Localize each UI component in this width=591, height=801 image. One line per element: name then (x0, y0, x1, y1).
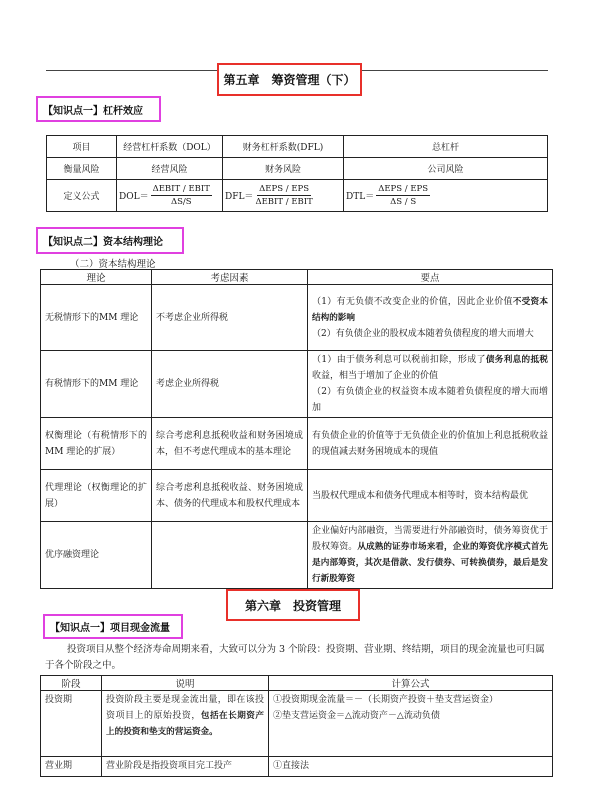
header-cell: 总杠杆 (344, 136, 548, 158)
formula-denominator: ΔS/S (170, 197, 192, 207)
table-row (41, 522, 553, 589)
factor-cell: 考虑企业所得税 (152, 351, 308, 418)
table-row (47, 180, 548, 212)
factor-cell: 综合考虑利息抵税收益、财务困境成本、债务的代理成本和股权代理成本 (152, 470, 308, 522)
header-cell: 理论 (41, 270, 152, 285)
point-bold: 从成熟的证券市场来看，企业的筹资优序模式首先是内部筹资，其次是借款、发行债券、可转换债券，最后是发行新股筹资 (312, 542, 548, 584)
theory-cell: 权衡理论（有税情形下的 MM 理论的扩展） (41, 418, 152, 470)
formula-lhs: DFL＝ (225, 192, 254, 202)
table-row (41, 418, 553, 470)
header-cell: 考虑因素 (152, 270, 308, 285)
table-row (41, 676, 553, 691)
header-cell: 项目 (47, 136, 117, 158)
kp3-title: 【知识点一】项目现金流量 (43, 614, 183, 639)
formula-numerator: ΔEPS / EPS (259, 184, 310, 194)
cash-flow-table (40, 675, 553, 777)
formula-line: ①投资期现金流量＝－（长期资产投资＋垫支营运资金） (273, 695, 499, 705)
formula-cell: ①直接法 (269, 757, 553, 777)
header-cell: 计算公式 (269, 676, 553, 691)
point-bold: 债务利息的抵税 (485, 355, 548, 365)
header-cell: 阶段 (41, 676, 102, 691)
table-cell: 衡量风险 (47, 158, 117, 180)
point-text: （2）有负债企业的权益资本成本随着负债程度的增大而增加 (312, 387, 548, 413)
point-cell (308, 351, 553, 418)
dol-formula (117, 180, 223, 212)
header-cell: 要点 (308, 270, 553, 285)
desc-cell (102, 691, 269, 757)
point-text: （1）由于债务利息可以税前扣除，形成了 (312, 355, 486, 365)
theory-cell: 有税情形下的MM 理论 (41, 351, 152, 418)
factor-cell (152, 522, 308, 589)
point-text: （1）有无负债不改变企业的价值，因此企业价值 (312, 296, 513, 307)
desc-cell: 营业阶段是指投资项目完工投产 (102, 757, 269, 777)
table-row (41, 270, 553, 285)
desc-text: 投资阶段主要是现金流出量，即在该投资项目上的原始投资， (106, 695, 264, 721)
table-cell: 公司风险 (344, 158, 548, 180)
table-row (41, 351, 553, 418)
theory-cell: 代理理论（权衡理论的扩展） (41, 470, 152, 522)
header-cell: 说明 (102, 676, 269, 691)
table-cell: 财务风险 (223, 158, 344, 180)
point-text: 收益，相当于增加了企业的价值 (312, 371, 439, 381)
table-cell: 经营风险 (117, 158, 223, 180)
header-cell: 经营杠杆系数（DOL） (117, 136, 223, 158)
formula-cell (269, 691, 553, 757)
theory-cell: 优序融资理论 (41, 522, 152, 589)
table-row (41, 757, 553, 777)
point-cell (308, 285, 553, 351)
leverage-table (46, 135, 548, 212)
formula-denominator: ΔS / S (390, 197, 417, 207)
chapter6-title: 第六章 投资管理 (226, 589, 360, 621)
dfl-formula (223, 180, 344, 212)
table-row (47, 136, 548, 158)
point-text: 企业偏好内部融资，当需要进行外部融资时，债务筹资优于股权筹资。 (312, 526, 548, 552)
point-cell: 有负债企业的价值等于无负债企业的价值加上利息抵税收益的现值减去财务困境成本的现值 (308, 418, 553, 470)
formula-lhs: DOL＝ (119, 192, 149, 202)
capital-structure-table (40, 269, 553, 589)
point-text: （2）有负债企业的股权成本随着负债程度的增大而增大 (312, 328, 534, 339)
dtl-formula (344, 180, 548, 212)
table-row (41, 470, 553, 522)
factor-cell: 综合考虑利息抵税收益和财务困境成本，但不考虑代理成本的基本理论 (152, 418, 308, 470)
table-row (47, 158, 548, 180)
stage-cell: 营业期 (41, 757, 102, 777)
kp1-title: 【知识点一】杠杆效应 (36, 96, 161, 122)
kp2-title: 【知识点二】资本结构理论 (36, 227, 184, 254)
formula-numerator: ΔEPS / EPS (378, 184, 429, 194)
section-subtitle: （二）资本结构理论 (70, 259, 156, 270)
intro-paragraph: 投资项目从整个经济寿命周期来看，大致可以分为 3 个阶段：投资期、营业期、终结期，项目的现金流量也可归属于各个阶段之中。 (45, 644, 545, 671)
table-cell: 定义公式 (47, 180, 117, 212)
point-cell: 当股权代理成本和债务代理成本相等时，资本结构最优 (308, 470, 553, 522)
point-cell (308, 522, 553, 589)
stage-cell: 投资期 (41, 691, 102, 757)
table-row (41, 691, 553, 757)
formula-numerator: ΔEBIT / EBIT (152, 184, 210, 194)
formula-denominator: ΔEBIT / EBIT (255, 197, 313, 207)
header-cell: 财务杠杆系数(DFL) (223, 136, 344, 158)
point-bold: 不受资本结构的影响 (312, 296, 548, 323)
desc-bold: 包括在长期资产上的投资和垫支的营运资金。 (106, 711, 264, 737)
table-row (41, 285, 553, 351)
formula-lhs: DTL＝ (346, 192, 375, 202)
theory-cell: 无税情形下的MM 理论 (41, 285, 152, 351)
formula-line: ②垫支营运资金＝△流动资产－△流动负债 (273, 711, 440, 721)
factor-cell: 不考虑企业所得税 (152, 285, 308, 351)
chapter5-title: 第五章 筹资管理（下） (217, 63, 362, 96)
